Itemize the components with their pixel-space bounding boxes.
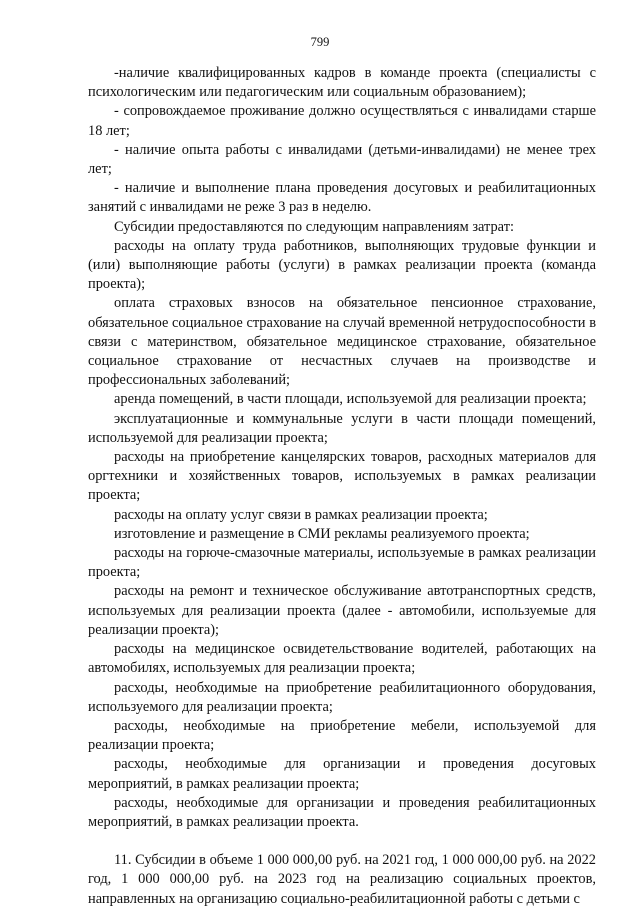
paragraph: -наличие квалифицированных кадров в команде проекта (специалисты с психологическим или педагогическим или социальным образованием);: [88, 65, 596, 101]
paragraph: расходы на оплату труда работников, выполняющих трудовые функции и (или) выполняющие работы (услуги) в рамках реализации проекта (команда проекта);: [88, 237, 596, 293]
paragraph: эксплуатационные и коммунальные услуги в части площади помещений, используемой для реализации проекта;: [88, 410, 596, 446]
paragraph: - сопровождаемое проживание должно осуществляться с инвалидами старше 18 лет;: [88, 103, 596, 139]
document-body: [88, 64, 596, 909]
paragraph: расходы, необходимые для организации и проведения досуговых мероприятий, в рамках реализации проекта;: [88, 756, 596, 792]
paragraph: расходы на горюче-смазочные материалы, используемые в рамках реализации проекта;: [88, 545, 596, 581]
paragraph: расходы на медицинское освидетельствование водителей, работающих на автомобилях, используемых для реализации проекта;: [88, 641, 596, 677]
paragraph: - наличие опыта работы с инвалидами (детьми-инвалидами) не менее трех лет;: [88, 141, 596, 178]
paragraph: расходы на оплату услуг связи в рамках реализации проекта;: [114, 506, 488, 523]
paragraph: Субсидии предоставляются по следующим направлениям затрат:: [114, 218, 514, 235]
paragraph: расходы, необходимые на приобретение мебели, используемой для реализации проекта;: [88, 717, 596, 754]
paragraph: изготовление и размещение в СМИ рекламы реализуемого проекта;: [114, 525, 530, 542]
paragraph: оплата страховых взносов на обязательное пенсионное страхование, обязательное социальное страхование на случай временной нетрудоспособности в связи с материнством, обязательное медицинское страхование, обязательное социальное страхование от несчастных случаев на производстве и профессиональных заболеваний;: [88, 295, 596, 389]
paragraph: расходы, необходимые на приобретение реабилитационного оборудования, используемого для реализации проекта;: [88, 679, 596, 715]
page-number: 799: [310, 35, 330, 49]
paragraph: расходы на ремонт и техническое обслуживание автотранспортных средств, используемых для реализации проекта (далее - автомобили, используемые для реализации проекта);: [88, 583, 596, 638]
paragraph: расходы на приобретение канцелярских товаров, расходных материалов для оргтехники и хозяйственных товаров, используемых в рамках реализации проекта;: [88, 449, 596, 504]
paragraph: аренда помещений, в части площади, используемой для реализации проекта;: [114, 391, 587, 408]
paragraph: - наличие и выполнение плана проведения досуговых и реабилитационных занятий с инвалидами не реже 3 раз в неделю.: [88, 180, 596, 216]
paragraph: расходы, необходимые для организации и проведения реабилитационных мероприятий, в рамках реализации проекта.: [88, 794, 596, 830]
section-paragraph: 11. Субсидии в объеме 1 000 000,00 руб. на 2021 год, 1 000 000,00 руб. на 2022 год, 1 000 000,00 руб. на 2023 год на реализацию социальных проектов, направленных на организацию социально-реабилитационной работы с детьми с: [88, 852, 596, 907]
